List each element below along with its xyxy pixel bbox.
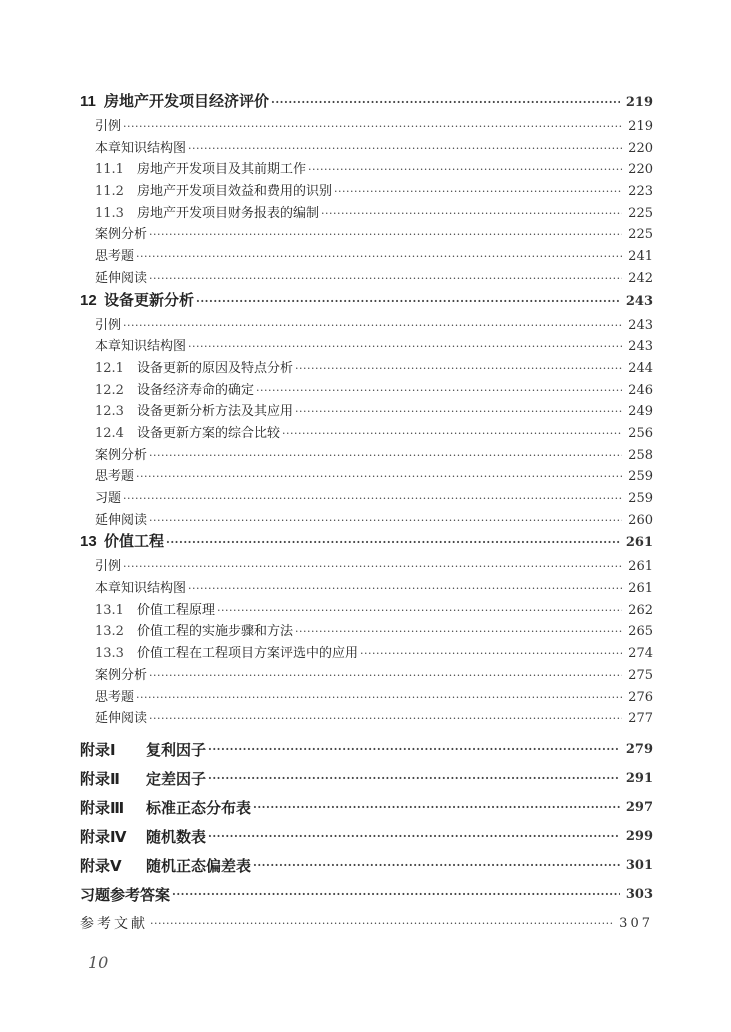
page-number: 220 xyxy=(628,162,653,178)
toc-entry[interactable] xyxy=(80,158,653,180)
appendix-tag: 附录Ⅴ xyxy=(80,856,122,875)
entry-title: 思考题 xyxy=(95,689,135,705)
dot-leader xyxy=(295,362,622,375)
entry-label xyxy=(95,245,134,264)
toc-entry[interactable] xyxy=(80,357,653,379)
entry-title: 本章知识结构图 xyxy=(95,140,187,156)
entry-title: 延伸阅读 xyxy=(95,711,148,727)
entry-label xyxy=(95,465,134,484)
entry-title: 延伸阅读 xyxy=(95,512,148,528)
dot-leader xyxy=(172,888,620,901)
entry-title: 房地产开发项目及其前期工作 xyxy=(137,162,307,178)
entry-label xyxy=(95,422,280,441)
chapter-title: 房地产开发项目经济评价 xyxy=(104,92,270,110)
toc-entry[interactable] xyxy=(80,642,653,664)
entry-label xyxy=(95,686,134,705)
entry-title: 引例 xyxy=(95,119,122,134)
dot-leader xyxy=(188,582,622,595)
dot-leader xyxy=(217,604,622,617)
entry-title: 价值工程在工程项目方案评选中的应用 xyxy=(137,646,359,662)
entry-label xyxy=(95,137,186,156)
appendix-entry[interactable] xyxy=(80,793,653,822)
toc-entry[interactable] xyxy=(80,267,653,289)
dot-leader xyxy=(136,250,622,263)
page-number: 220 xyxy=(628,140,653,156)
page-number: 277 xyxy=(628,711,653,727)
entry-title: 案例分析 xyxy=(95,447,148,463)
entry-title: 本章知识结构图 xyxy=(95,581,187,597)
toc-entry[interactable] xyxy=(80,115,653,137)
entry-title: 设备更新分析方法及其应用 xyxy=(137,404,294,420)
appendix-tag: 附录Ⅳ xyxy=(80,827,127,846)
page-number: 223 xyxy=(628,184,653,200)
dot-leader xyxy=(123,492,622,505)
page-number: 291 xyxy=(625,770,653,786)
page-number: 279 xyxy=(625,741,653,757)
appendix-label xyxy=(80,855,251,876)
page-number: 219 xyxy=(628,119,653,134)
entry-label xyxy=(95,379,254,398)
chapter-number: 12 xyxy=(80,291,97,309)
toc-entry[interactable] xyxy=(80,400,653,422)
dot-leader xyxy=(208,830,620,843)
page-number: 244 xyxy=(628,360,653,376)
page-number: 249 xyxy=(628,404,653,420)
page-number: 219 xyxy=(625,95,653,110)
page-number: 299 xyxy=(625,828,653,844)
entry-label xyxy=(95,487,121,506)
entry-label xyxy=(95,509,147,528)
entry-label xyxy=(95,335,186,354)
dot-leader xyxy=(208,743,620,756)
page-number: 307 xyxy=(619,915,653,931)
page-number: 259 xyxy=(628,491,653,506)
page-number: 303 xyxy=(625,886,653,902)
dot-leader xyxy=(149,272,622,285)
dot-leader xyxy=(188,340,622,353)
entry-label xyxy=(95,202,319,221)
dot-leader xyxy=(149,712,622,725)
section-number: 12.3 xyxy=(95,404,124,420)
dot-leader xyxy=(188,142,622,155)
toc-entry[interactable] xyxy=(80,335,653,357)
entry-label xyxy=(95,314,121,333)
toc-entry[interactable] xyxy=(80,664,653,686)
page-number: 242 xyxy=(628,270,653,286)
appendix-tag: 附录Ⅲ xyxy=(80,798,125,817)
appendix-label xyxy=(80,797,251,818)
section-number: 12.2 xyxy=(95,382,124,398)
dot-leader xyxy=(196,295,620,308)
entry-title: 价值工程的实施步骤和方法 xyxy=(137,624,294,640)
section-number: 11.2 xyxy=(95,184,124,200)
entry-title: 案例分析 xyxy=(95,227,148,243)
dot-leader xyxy=(334,185,622,198)
section-number: 12.1 xyxy=(95,360,124,376)
page-number: 243 xyxy=(628,339,653,355)
dot-leader xyxy=(149,228,622,241)
entry-label xyxy=(95,664,147,683)
entry-label xyxy=(95,267,147,286)
entry-title: 思考题 xyxy=(95,469,135,485)
entry-label xyxy=(95,642,358,661)
dot-leader xyxy=(123,560,622,573)
dot-leader xyxy=(295,625,622,638)
chapter-title: 设备更新分析 xyxy=(104,290,195,309)
page-number: 241 xyxy=(628,249,653,265)
dot-leader xyxy=(282,427,622,440)
entry-label xyxy=(95,599,215,618)
page-number: 259 xyxy=(628,469,653,485)
toc-entry[interactable] xyxy=(80,686,653,708)
page-number: 265 xyxy=(628,624,653,640)
appendix-title: 复利因子 xyxy=(146,740,207,759)
page-number: 246 xyxy=(628,382,653,398)
entry-title: 案例分析 xyxy=(95,667,148,683)
entry-title: 本章知识结构图 xyxy=(95,339,187,355)
dot-leader xyxy=(149,449,622,462)
toc-entry[interactable] xyxy=(80,509,653,531)
toc-entry[interactable] xyxy=(80,444,653,466)
toc-entry[interactable] xyxy=(80,599,653,621)
appendix-title: 定差因子 xyxy=(146,769,207,788)
entry-title: 引例 xyxy=(95,559,122,575)
entry-title: 价值工程原理 xyxy=(137,602,216,618)
toc-entry[interactable] xyxy=(80,465,653,487)
dot-leader xyxy=(149,514,622,527)
chapter-title: 价值工程 xyxy=(104,532,165,551)
dot-leader xyxy=(149,669,622,682)
page-number: 243 xyxy=(625,293,653,309)
entry-title: 设备更新方案的综合比较 xyxy=(137,425,281,441)
page-folio: 10 xyxy=(88,953,109,972)
toc-entry[interactable] xyxy=(80,180,653,202)
page-number: 274 xyxy=(628,646,653,662)
chapter-number: 11 xyxy=(80,93,96,110)
dot-leader xyxy=(256,384,622,397)
entry-title: 思考题 xyxy=(95,249,135,265)
chapter-heading[interactable] xyxy=(80,90,653,115)
section-number: 11.1 xyxy=(95,162,124,178)
table-of-contents xyxy=(80,90,653,938)
toc-entry[interactable] xyxy=(80,223,653,245)
entry-label xyxy=(95,444,147,463)
toc-entry[interactable] xyxy=(80,577,653,599)
dot-leader xyxy=(295,405,622,418)
page-number: 297 xyxy=(625,799,653,815)
toc-entry[interactable] xyxy=(80,487,653,509)
entry-label xyxy=(95,357,293,376)
dot-leader xyxy=(271,96,620,109)
entry-label xyxy=(95,707,147,726)
references-entry[interactable] xyxy=(80,909,653,938)
appendix-label xyxy=(80,826,206,847)
dot-leader xyxy=(150,917,613,930)
dot-leader xyxy=(360,647,622,660)
entry-title: 引例 xyxy=(95,317,122,333)
page-number: 260 xyxy=(628,512,653,528)
toc-entry[interactable] xyxy=(80,379,653,401)
dot-leader xyxy=(166,536,620,549)
dot-leader xyxy=(308,163,622,176)
section-number: 13.2 xyxy=(95,624,124,640)
entry-label xyxy=(95,115,121,134)
chapter-label xyxy=(80,289,194,310)
appendix-label xyxy=(80,768,206,789)
entry-label xyxy=(95,577,186,596)
appendix-entry[interactable] xyxy=(80,822,653,851)
entry-title: 房地产开发项目财务报表的编制 xyxy=(137,205,320,221)
page-number: 276 xyxy=(628,689,653,705)
section-number: 11.3 xyxy=(95,205,124,221)
appendix-entry[interactable] xyxy=(80,735,653,764)
toc-entry[interactable] xyxy=(80,245,653,267)
entry-label xyxy=(95,158,306,177)
dot-leader xyxy=(136,470,622,483)
section-number: 12.4 xyxy=(95,425,124,441)
entry-label xyxy=(95,620,293,639)
appendix-tag: 附录Ⅰ xyxy=(80,740,116,759)
chapter-label xyxy=(80,530,164,551)
toc-entry[interactable] xyxy=(80,202,653,224)
appendix-title: 随机正态偏差表 xyxy=(146,856,252,875)
toc-entry[interactable] xyxy=(80,137,653,159)
chapter-label xyxy=(80,90,269,111)
references-title: 参考文献 xyxy=(80,916,148,933)
entry-title: 设备更新的原因及特点分析 xyxy=(137,360,294,376)
page-number: 261 xyxy=(628,581,653,597)
dot-leader xyxy=(253,859,620,872)
appendix-title: 随机数表 xyxy=(146,827,207,846)
page-number: 262 xyxy=(628,602,653,618)
appendix-title: 标准正态分布表 xyxy=(146,798,252,817)
toc-entry[interactable] xyxy=(80,555,653,577)
entry-label xyxy=(95,400,293,419)
section-number: 13.1 xyxy=(95,602,124,618)
appendix-entry[interactable] xyxy=(80,851,653,880)
entry-label xyxy=(95,555,121,574)
entry-label xyxy=(95,223,147,242)
dot-leader xyxy=(123,120,622,133)
dot-leader xyxy=(321,207,622,220)
entry-label xyxy=(95,180,332,199)
chapter-heading[interactable] xyxy=(80,530,653,555)
toc-entry[interactable] xyxy=(80,422,653,444)
page-number: 275 xyxy=(628,667,653,683)
dot-leader xyxy=(208,772,620,785)
answers-entry[interactable] xyxy=(80,880,653,909)
dot-leader xyxy=(253,801,620,814)
entry-title: 习题 xyxy=(95,491,122,506)
appendix-label xyxy=(80,739,206,760)
appendix-entry[interactable] xyxy=(80,764,653,793)
dot-leader xyxy=(136,691,622,704)
chapter-heading[interactable] xyxy=(80,289,653,314)
page-number: 243 xyxy=(628,317,653,333)
entry-title: 房地产开发项目效益和费用的识别 xyxy=(137,184,333,200)
entry-title: 延伸阅读 xyxy=(95,270,148,286)
section-number: 13.3 xyxy=(95,646,124,662)
toc-entry[interactable] xyxy=(80,620,653,642)
answers-title: 习题参考答案 xyxy=(80,885,171,904)
toc-entry[interactable] xyxy=(80,707,653,729)
page-number: 225 xyxy=(628,227,653,243)
page-number: 225 xyxy=(628,205,653,221)
page-number: 261 xyxy=(625,535,653,551)
entry-title: 设备经济寿命的确定 xyxy=(137,382,255,398)
chapter-number: 13 xyxy=(80,533,97,551)
page-number: 256 xyxy=(628,425,653,441)
page-number: 258 xyxy=(628,447,653,463)
page-number: 301 xyxy=(625,857,653,873)
toc-entry[interactable] xyxy=(80,314,653,336)
dot-leader xyxy=(123,319,622,332)
page-number: 261 xyxy=(628,559,653,575)
appendix-tag: 附录Ⅱ xyxy=(80,769,120,788)
